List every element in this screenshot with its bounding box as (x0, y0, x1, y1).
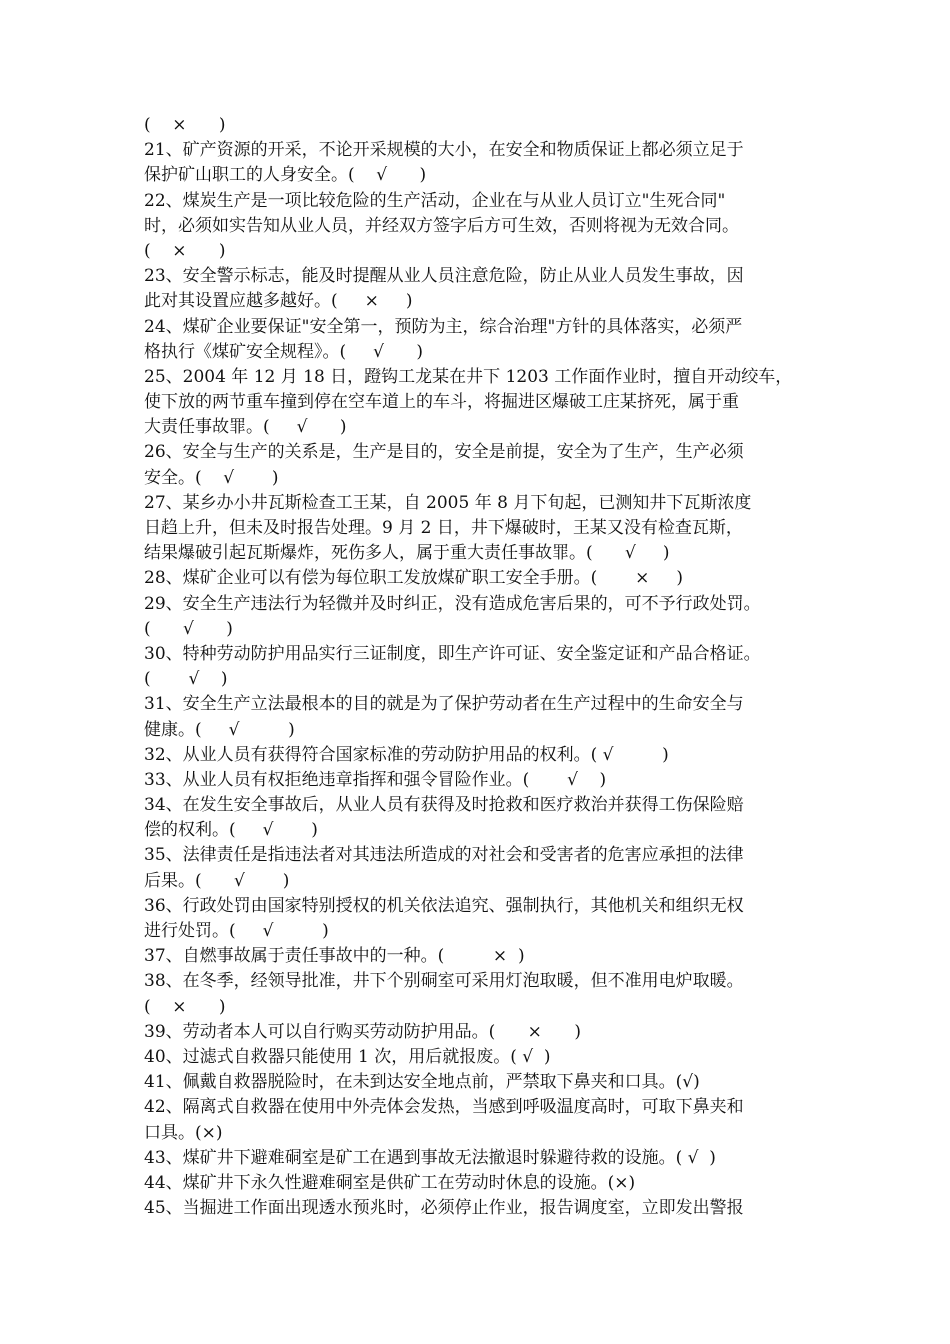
document-body (144, 113, 812, 1221)
text-line: 30、特种劳动防护用品实行三证制度，即生产许可证、安全鉴定证和产品合格证。 (144, 643, 761, 664)
text-line: 36、行政处罚由国家特别授权的机关依法追究、强制执行，其他机关和组织无权 (144, 895, 744, 916)
text-line: 29、安全生产违法行为轻微并及时纠正，没有造成危害后果的，可不予行政处罚。 (144, 593, 761, 614)
text-line: 44、煤矿井下永久性避难硐室是供矿工在劳动时休息的设施。(×) (144, 1172, 636, 1193)
text-line: 25、2004 年 12 月 18 日，蹬钩工龙某在井下 1203 工作面作业时，擅自开动绞车， (144, 366, 793, 387)
text-line: 日趋上升，但未及时报告处理。9 月 2 日，井下爆破时，王某又没有检查瓦斯， (144, 518, 743, 538)
text-line: 35、法律责任是指违法者对其违法所造成的对社会和受害者的危害应承担的法律 (144, 845, 744, 866)
text-line: 格执行《煤矿安全规程》。( √ ) (144, 341, 424, 362)
text-line: ( √ ) (144, 618, 233, 639)
text-line: 进行处罚。( √ ) (144, 921, 329, 941)
text-line: 此对其设置应越多越好。( × ) (144, 291, 413, 312)
text-line: ( × ) (144, 996, 226, 1017)
text-line: 结果爆破引起瓦斯爆炸，死伤多人，属于重大责任事故罪。( √ ) (144, 543, 670, 564)
text-line: 38、在冬季，经领导批准，井下个别硐室可采用灯泡取暖，但不准用电炉取暖。 (144, 971, 744, 992)
text-line: 31、安全生产立法最根本的目的就是为了保护劳动者在生产过程中的生命安全与 (144, 694, 744, 715)
text-line: ( × ) (144, 115, 226, 135)
text-line: 27、某乡办小井瓦斯检查工王某，自 2005 年 8 月下旬起，已测知井下瓦斯浓度 (144, 492, 752, 513)
text-line: 时，必须如实告知从业人员，并经双方签字后方可生效，否则将视为无效合同。 (144, 215, 739, 236)
text-line: 偿的权利。( √ ) (144, 820, 318, 841)
text-line: 41、佩戴自救器脱险时，在未到达安全地点前，严禁取下鼻夹和口具。(√) (144, 1072, 700, 1093)
text-line: 23、安全警示标志，能及时提醒从业人员注意危险，防止从业人员发生事故，因 (144, 266, 744, 287)
text-line: 保护矿山职工的人身安全。( √ ) (144, 165, 427, 186)
text-line: 45、当掘进工作面出现透水预兆时，必须停止作业，报告调度室，立即发出警报 (144, 1198, 744, 1219)
text-line: 43、煤矿井下避难硐室是矿工在遇到事故无法撤退时躲避待救的设施。( √ ) (144, 1147, 716, 1168)
text-line: ( √ ) (144, 669, 228, 690)
text-line: ( × ) (144, 240, 226, 261)
text-line: 32、从业人员有获得符合国家标准的劳动防护用品的权利。( √ ) (144, 744, 669, 765)
text-line: 42、隔离式自救器在使用中外壳体会发热，当感到呼吸温度高时，可取下鼻夹和 (144, 1097, 744, 1118)
text-line: 24、煤矿企业要保证"安全第一，预防为主，综合治理"方针的具体落实，必须严 (144, 316, 743, 337)
text-line: 34、在发生安全事故后，从业人员有获得及时抢救和医疗救治并获得工伤保险赔 (144, 795, 744, 816)
text-line: 40、过滤式自救器只能使用 1 次，用后就报废。( √ ) (144, 1046, 551, 1067)
text-line: 使下放的两节重车撞到停在空车道上的车斗，将掘进区爆破工庄某挤死，属于重 (144, 392, 739, 413)
text-line: 37、自燃事故属于责任事故中的一种。( × ) (144, 946, 525, 967)
text-line: 大责任事故罪。( √ ) (144, 417, 347, 438)
text-line: 39、劳动者本人可以自行购买劳动防护用品。( × ) (144, 1021, 581, 1042)
text-line: 22、煤炭生产是一项比较危险的生产活动，企业在与从业人员订立"生死合同" (144, 190, 726, 211)
text-line: 28、煤矿企业可以有偿为每位职工发放煤矿职工安全手册。( × ) (144, 568, 683, 589)
text-line: 26、安全与生产的关系是，生产是目的，安全是前提，安全为了生产，生产必须 (144, 442, 744, 463)
text-line: 口具。(×) (144, 1122, 223, 1143)
text-line: 安全。( √ ) (144, 467, 279, 488)
text-line: 33、从业人员有权拒绝违章指挥和强令冒险作业。( √ ) (144, 769, 607, 790)
text-line: 21、矿产资源的开采，不论开采规模的大小，在安全和物质保证上都必须立足于 (144, 140, 744, 161)
text-line: 后果。( √ ) (144, 870, 290, 891)
text-line: 健康。( √ ) (144, 719, 295, 740)
